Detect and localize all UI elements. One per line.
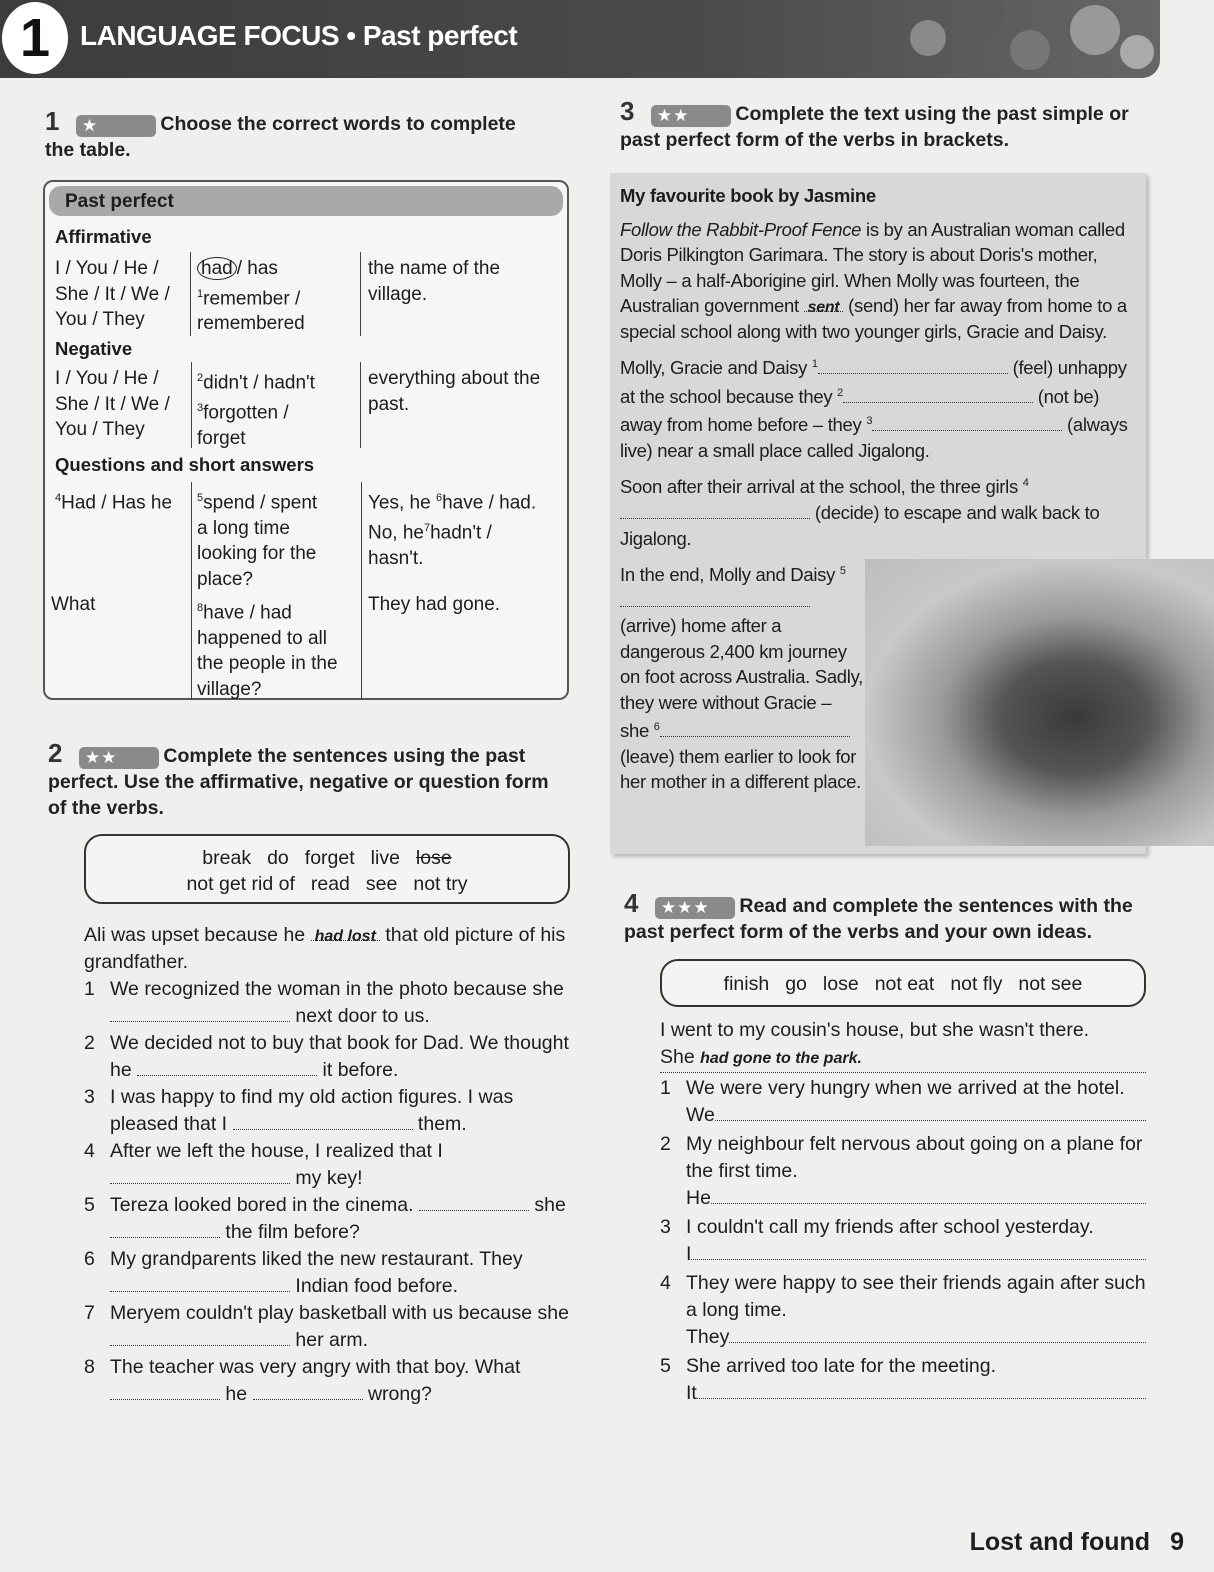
word-option: lose — [822, 973, 859, 996]
example-prompt: I went to my cousin's house, but she wasn't there. — [660, 1019, 1090, 1042]
text: Ali was upset because he — [84, 924, 311, 946]
answer-blank[interactable] — [620, 588, 810, 607]
answer-blank[interactable] — [660, 718, 850, 737]
text: Meryem couldn't play basketball with us because she — [110, 1302, 569, 1324]
q2-verb — [197, 596, 338, 702]
line: the people in the — [197, 653, 338, 675]
page-title — [80, 20, 517, 52]
item-number: 5 — [84, 1194, 95, 1216]
word-option: do — [267, 847, 289, 869]
prompt: They were happy to see their friends again after such a long time. — [686, 1272, 1146, 1322]
q2-subject: What — [51, 594, 96, 615]
line: place? — [197, 568, 253, 590]
text: (always live) near a small place called Jigalong. — [620, 414, 1128, 461]
aff-end — [368, 256, 500, 307]
answer-blank[interactable] — [697, 1380, 1146, 1399]
example-answer-line — [660, 1044, 1146, 1073]
example-answer: had gone to the park. — [700, 1050, 862, 1068]
answer-blank[interactable] — [110, 1381, 220, 1400]
example-answer: had lost — [314, 928, 376, 945]
word-row — [86, 871, 568, 897]
text: She — [660, 1046, 701, 1069]
item-number: 3 — [197, 401, 204, 414]
text-title: My favourite book by Jasmine — [620, 185, 876, 206]
answer-blank[interactable] — [137, 1057, 317, 1076]
q1-answer — [368, 486, 536, 571]
option[interactable]: / has — [236, 258, 278, 279]
sentence-item — [84, 1192, 574, 1246]
book-title: Follow the Rabbit-Proof Fence — [620, 218, 862, 240]
item-number: 3 — [660, 1216, 671, 1239]
title-section: LANGUAGE FOCUS — [80, 20, 339, 51]
section-name: Lost and found — [969, 1528, 1151, 1556]
table-heading: Past perfect — [49, 186, 563, 216]
difficulty-star-icon: ★★★ — [655, 897, 735, 919]
option[interactable]: Had / Has he — [61, 492, 173, 514]
grammar-table — [43, 180, 569, 700]
aff-verb — [197, 256, 305, 337]
line: the name of the — [368, 258, 501, 279]
circled-answer: had — [197, 257, 237, 280]
word-option: not see — [1018, 973, 1083, 996]
item-number: 2 — [660, 1133, 671, 1156]
title-separator: • — [339, 20, 363, 51]
sentence-item — [660, 1214, 1146, 1268]
text: It — [686, 1382, 697, 1405]
sentence-item — [84, 976, 574, 1030]
negative-label: Negative — [55, 338, 133, 359]
exercise-number: 1 — [45, 106, 60, 136]
text: The teacher was very angry with that boy. What — [110, 1356, 521, 1378]
page-number: 9 — [1170, 1528, 1184, 1556]
text: (not be) away from home before – they — [620, 385, 1100, 436]
item-number: 4 — [84, 1140, 95, 1162]
answer-blank[interactable] — [715, 1102, 1146, 1121]
word-option: not fly — [950, 973, 1003, 996]
sentence-item — [660, 1353, 1146, 1407]
item-number: 1 — [84, 978, 95, 1000]
answer-blank[interactable] — [711, 1185, 1146, 1204]
answer-blank[interactable] — [620, 500, 810, 519]
word-option: go — [785, 973, 807, 996]
item-number: 8 — [197, 602, 204, 614]
item-number: 2 — [84, 1032, 95, 1054]
text: No, he — [368, 522, 424, 544]
exercise-number: 2 — [48, 738, 63, 768]
text: my key! — [290, 1167, 363, 1189]
decor-bubble — [910, 20, 946, 56]
blank-number: 4 — [1022, 477, 1029, 490]
divider — [191, 482, 192, 700]
ex1-rubric: Choose the correct words to complete the table. — [45, 113, 516, 161]
answer-blank[interactable] — [110, 1003, 290, 1022]
word-option: not get rid of — [186, 873, 295, 895]
answer-blank[interactable] — [110, 1165, 290, 1184]
word-row — [86, 845, 568, 871]
line: a long time — [197, 517, 290, 539]
text: I — [686, 1243, 692, 1266]
item-number: 6 — [435, 492, 443, 504]
answer-line — [686, 1380, 1146, 1407]
text: it before. — [317, 1059, 399, 1081]
ex3-rubric: Complete the text using the past simple or past perfect form of the verbs in brackets. — [620, 103, 1129, 151]
example-sentence — [84, 922, 574, 976]
answer-blank[interactable] — [110, 1327, 290, 1346]
prompt: I couldn't call my friends after school yesterday. — [686, 1216, 1094, 1239]
sentence-item — [84, 1354, 574, 1408]
answer-blank[interactable] — [233, 1111, 413, 1130]
text: (arrive) home after a dangerous 2,400 km journey on foot across Australia. Sadly, they were without Gracie – she — [620, 615, 864, 742]
blank-number: 3 — [866, 415, 873, 428]
narrow-row — [620, 559, 1146, 846]
q1-subject — [55, 486, 172, 516]
answer-line — [686, 1324, 1146, 1351]
text: he — [220, 1383, 253, 1405]
paragraph — [620, 352, 1136, 463]
story-photo-girls-in-desert — [865, 559, 1214, 846]
decor-bubble — [1120, 35, 1154, 69]
text: We decided not to buy that book for Dad. We thought he — [110, 1032, 569, 1081]
example-answer: sent — [807, 299, 840, 316]
sentence-item — [660, 1131, 1146, 1212]
line: looking for the — [197, 543, 317, 565]
text: They — [686, 1326, 730, 1349]
word-box — [84, 834, 570, 904]
answer-blank[interactable] — [872, 412, 1062, 431]
difficulty-star-icon: ★★ — [79, 747, 159, 769]
difficulty-star-icon: ★★ — [651, 105, 731, 127]
line: She / It / We / — [55, 283, 170, 305]
reading-text-box — [610, 173, 1146, 854]
neg-subject — [55, 366, 170, 443]
line: village? — [197, 678, 262, 700]
option[interactable]: remember / — [203, 287, 301, 309]
text: Soon after their arrival at the school, the three girls — [620, 476, 1023, 498]
paragraph — [620, 471, 1136, 551]
option[interactable]: remembered — [197, 313, 305, 335]
text: (feel) unhappy at the school because they — [620, 357, 1127, 407]
q2-answer: They had gone. — [368, 594, 501, 615]
sentence-item — [660, 1075, 1146, 1129]
word-box — [660, 959, 1146, 1007]
text: Yes, he — [368, 492, 436, 514]
line: past. — [368, 393, 410, 415]
answer-line — [686, 1241, 1146, 1268]
right-column — [610, 96, 1150, 1407]
line: happened to all — [197, 627, 327, 649]
answer-blank[interactable] — [691, 1241, 1146, 1260]
text: (send) her far away from home to a special school along with two younger girls, Gracie and Daisy. — [620, 295, 1127, 342]
text: I was happy to find my old action figures. I was pleased that I — [110, 1086, 514, 1135]
sentence-item — [84, 1300, 574, 1354]
item-number: 8 — [84, 1356, 95, 1378]
line: I / You / He / — [55, 368, 159, 389]
answer-blank[interactable] — [110, 1219, 220, 1238]
ex1-heading — [45, 106, 545, 163]
title-topic: Past perfect — [362, 20, 518, 51]
answer-blank[interactable] — [729, 1324, 1146, 1343]
item-number: 4 — [660, 1272, 671, 1295]
word-option: break — [202, 847, 252, 869]
option[interactable]: didn't / hadn't — [203, 372, 315, 394]
affirmative-label: Affirmative — [55, 226, 152, 247]
option[interactable]: have / had — [203, 602, 292, 624]
divider — [360, 362, 361, 448]
answer-blank[interactable] — [419, 1192, 529, 1211]
item-number: 7 — [423, 521, 431, 534]
word-option: finish — [723, 973, 770, 996]
item-number: 2 — [197, 372, 204, 384]
ex4-sentences — [660, 1017, 1146, 1407]
exercise-number: 4 — [624, 888, 639, 919]
ex2-sentences — [84, 922, 574, 1408]
answer-blank[interactable] — [311, 922, 380, 945]
item-number: 5 — [197, 492, 204, 504]
decor-bubble — [1070, 5, 1120, 55]
text: her arm. — [290, 1329, 369, 1351]
line: You / They — [55, 309, 145, 330]
option[interactable]: hadn't / — [430, 522, 492, 544]
text: is by an Australian woman called Doris Pilkington Garimara. The story is about Doris's mother, Molly – a half-Aborigine girl. When Molly was fourteen, the Australian government — [620, 218, 1125, 316]
text: In the end, Molly and Daisy — [620, 564, 840, 586]
text: the film before? — [220, 1221, 360, 1243]
word-option: see — [365, 873, 398, 895]
word-option: live — [370, 847, 400, 869]
ex3-heading — [610, 96, 1150, 153]
ex4-rubric: Read and complete the sentences with the past perfect form of the verbs and your own ideas. — [624, 895, 1133, 944]
text: she — [528, 1194, 566, 1216]
word-option: not eat — [874, 973, 935, 996]
prompt: We were very hungry when we arrived at the hotel. — [686, 1077, 1125, 1100]
prompt: She arrived too late for the meeting. — [686, 1355, 997, 1378]
text: After we left the house, I realized that I — [110, 1140, 443, 1162]
blank-number: 5 — [839, 565, 846, 578]
text: them. — [412, 1113, 467, 1135]
text: (leave) them earlier to look for her mother in a different place. — [620, 745, 861, 793]
text: We — [686, 1104, 715, 1127]
questions-label: Questions and short answers — [55, 454, 315, 475]
line: She / It / We / — [55, 393, 170, 415]
text: Tereza looked bored in the cinema. — [110, 1194, 419, 1216]
divider — [361, 482, 362, 700]
decor-bubble — [1010, 30, 1050, 70]
blank-number: 2 — [837, 386, 843, 399]
line: I / You / He / — [55, 258, 159, 279]
difficulty-star-icon: ★ — [76, 115, 156, 137]
answer-line — [686, 1102, 1146, 1129]
line: village. — [368, 283, 428, 305]
prompt: My neighbour felt nervous about going on a plane for the first time. — [686, 1133, 1143, 1183]
neg-verb — [197, 366, 315, 451]
text: He — [686, 1187, 711, 1210]
option[interactable]: spend / spent — [203, 492, 318, 514]
item-number: 6 — [84, 1248, 95, 1270]
word-option: forget — [304, 847, 355, 869]
text: wrong? — [362, 1383, 432, 1405]
divider — [191, 362, 192, 448]
sentence-item — [84, 1138, 574, 1192]
decor-bubble — [960, 0, 1004, 34]
text-paragraphs — [620, 217, 1136, 552]
answer-blank[interactable] — [110, 1273, 290, 1292]
text: Indian food before. — [290, 1275, 459, 1297]
text: next door to us. — [290, 1005, 430, 1027]
q1-verb — [197, 486, 317, 592]
sentence-item — [84, 1030, 574, 1084]
answer-blank[interactable] — [818, 355, 1008, 374]
sentence-item — [84, 1246, 574, 1300]
text: My grandparents liked the new restaurant. They — [110, 1248, 523, 1270]
divider — [190, 252, 191, 336]
answer-blank[interactable] — [804, 293, 844, 316]
answer-blank[interactable] — [843, 384, 1033, 403]
option[interactable]: have / had. — [442, 492, 537, 514]
unit-number-badge: 1 — [2, 2, 68, 74]
ex2-heading — [48, 738, 558, 821]
item-number: 1 — [660, 1077, 671, 1100]
text-narrow-paragraph — [620, 559, 864, 795]
blank-number: 6 — [653, 721, 660, 734]
neg-end — [368, 366, 540, 417]
sentence-item — [660, 1270, 1146, 1351]
answer-blank[interactable] — [253, 1381, 363, 1400]
paragraph — [620, 217, 1136, 345]
item-number: 7 — [84, 1302, 95, 1324]
answer-line — [686, 1185, 1146, 1212]
word-option: not try — [413, 873, 468, 895]
word-option: read — [310, 873, 350, 895]
aff-subject — [55, 256, 170, 333]
item-number: 4 — [55, 492, 62, 504]
ex4-heading — [610, 888, 1150, 945]
blank-number: 1 — [811, 358, 818, 370]
word-option: lose — [415, 847, 452, 869]
item-number: 1 — [197, 287, 204, 300]
item-number: 3 — [84, 1086, 95, 1108]
line: You / They — [55, 419, 145, 440]
text: that old picture of his grandfather. — [84, 924, 566, 973]
exercise-number: 3 — [620, 96, 635, 126]
sentence-item — [84, 1084, 574, 1138]
text: (decide) to escape and walk back to Jigalong. — [620, 502, 1100, 549]
text: Molly, Gracie and Daisy — [620, 357, 812, 379]
option[interactable]: forgotten / — [203, 402, 289, 424]
item-number: 5 — [660, 1355, 671, 1378]
page-footer — [970, 1528, 1184, 1557]
option[interactable]: forget — [197, 427, 246, 449]
option[interactable]: hasn't. — [368, 547, 424, 569]
text: We recognized the woman in the photo because she — [110, 978, 564, 1000]
ex2-rubric: Complete the sentences using the past perfect. Use the affirmative, negative or question form of the verbs. — [48, 745, 549, 819]
example-sentence — [660, 1017, 1146, 1073]
divider — [360, 252, 361, 336]
line: everything about the — [368, 368, 541, 389]
